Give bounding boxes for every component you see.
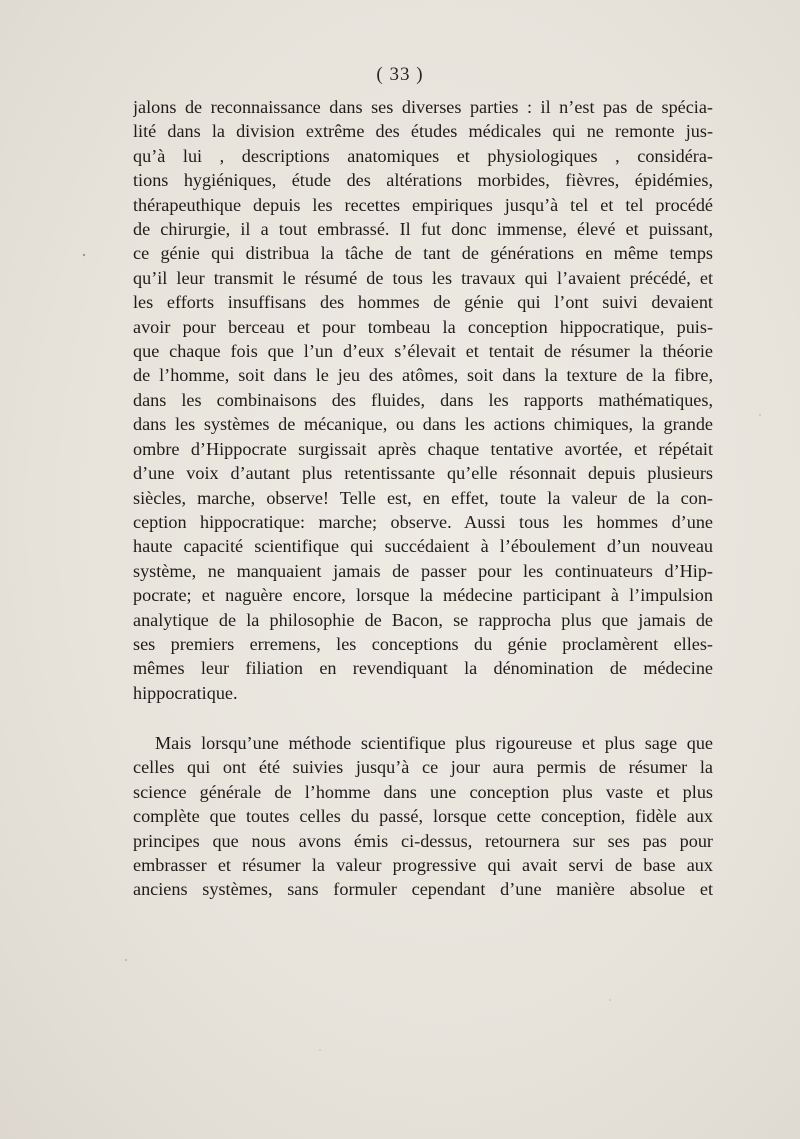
text-line: lité dans la division extrême des études médicales qui ne remonte jus- [133, 121, 713, 142]
text-line: les efforts insuffisans des hommes de génie qui l’ont suivi devaient [133, 292, 713, 313]
text-line: ception hippocratique: marche; observe. Aussi tous les hommes d’une [133, 511, 713, 532]
text-line: anciens systèmes, sans formuler cependant d’une manière absolue et [133, 879, 713, 900]
text-line: dans les systèmes de mécanique, ou dans les actions chimiques, la grande [133, 414, 713, 435]
text-line: d’une voix d’autant plus retentissante qu’elle résonnait depuis plusieurs [133, 463, 713, 484]
text-line: pocrate; et naguère encore, lorsque la médecine participant à l’impulsion [133, 585, 713, 606]
text-line: haute capacité scientifique qui succédaient à l’éboulement d’un nouveau [133, 536, 713, 557]
text-line: jalons de reconnaissance dans ses diverses parties : il n’est pas de spécia- [133, 97, 713, 117]
page-number: ( 33 ) [376, 64, 424, 85]
paragraph-2 [133, 731, 713, 902]
text-line: ce génie qui distribua la tâche de tant de générations en même temps [133, 243, 713, 264]
text-line: de l’homme, soit dans le jeu des atômes, soit dans la texture de la fibre, [133, 365, 713, 386]
text-line: complète que toutes celles du passé, lorsque cette conception, fidèle aux [133, 806, 713, 827]
text-line: dans les combinaisons des fluides, dans les rapports mathématiques, [133, 389, 713, 410]
text-line: de chirurgie, il a tout embrassé. Il fut donc immense, élevé et puissant, [133, 219, 713, 240]
text-line: ombre d’Hippocrate surgissait après chaque tentative avortée, et répétait [133, 438, 713, 459]
text-line: celles qui ont été suivies jusqu’à ce jour aura permis de résumer la [133, 757, 713, 778]
text-line: principes que nous avons émis ci-dessus, retournera sur ses pas pour [133, 830, 713, 851]
text-line: mêmes leur filiation en revendiquant la dénomination de médecine [133, 658, 713, 679]
paragraph-1 [133, 95, 713, 705]
text-line: tions hygiéniques, étude des altérations morbides, fièvres, épidémies, [133, 170, 713, 191]
text-line: avoir pour berceau et pour tombeau la conception hippocratique, puis- [133, 316, 713, 337]
text-line: Mais lorsqu’une méthode scientifique plus rigoureuse et plus sage que [155, 733, 713, 753]
text-line: analytique de la philosophie de Bacon, se rapprocha plus que jamais de [133, 609, 713, 630]
text-line: que chaque fois que l’un d’eux s’élevait et tentait de résumer la théorie [133, 341, 713, 362]
text-line: qu’à lui , descriptions anatomiques et physiologiques , considéra- [133, 145, 713, 166]
text-line: système, ne manquaient jamais de passer pour les continuateurs d’Hip- [133, 560, 713, 581]
text-line: ses premiers erremens, les conceptions du génie proclamèrent elles- [133, 633, 713, 654]
text-line: embrasser et résumer la valeur progressive qui avait servi de base aux [133, 855, 713, 876]
text-line: science générale de l’homme dans une conception plus vaste et plus [133, 781, 713, 802]
text-line: qu’il leur transmit le résumé de tous les travaux qui l’avaient précédé, et [133, 267, 713, 288]
text-line: thérapeuthique depuis les recettes empiriques jusqu’à tel et tel procédé [133, 194, 713, 215]
text-line: siècles, marche, observe! Telle est, en effet, toute la valeur de la con- [133, 487, 713, 508]
text-line: hippocratique. [133, 682, 238, 703]
